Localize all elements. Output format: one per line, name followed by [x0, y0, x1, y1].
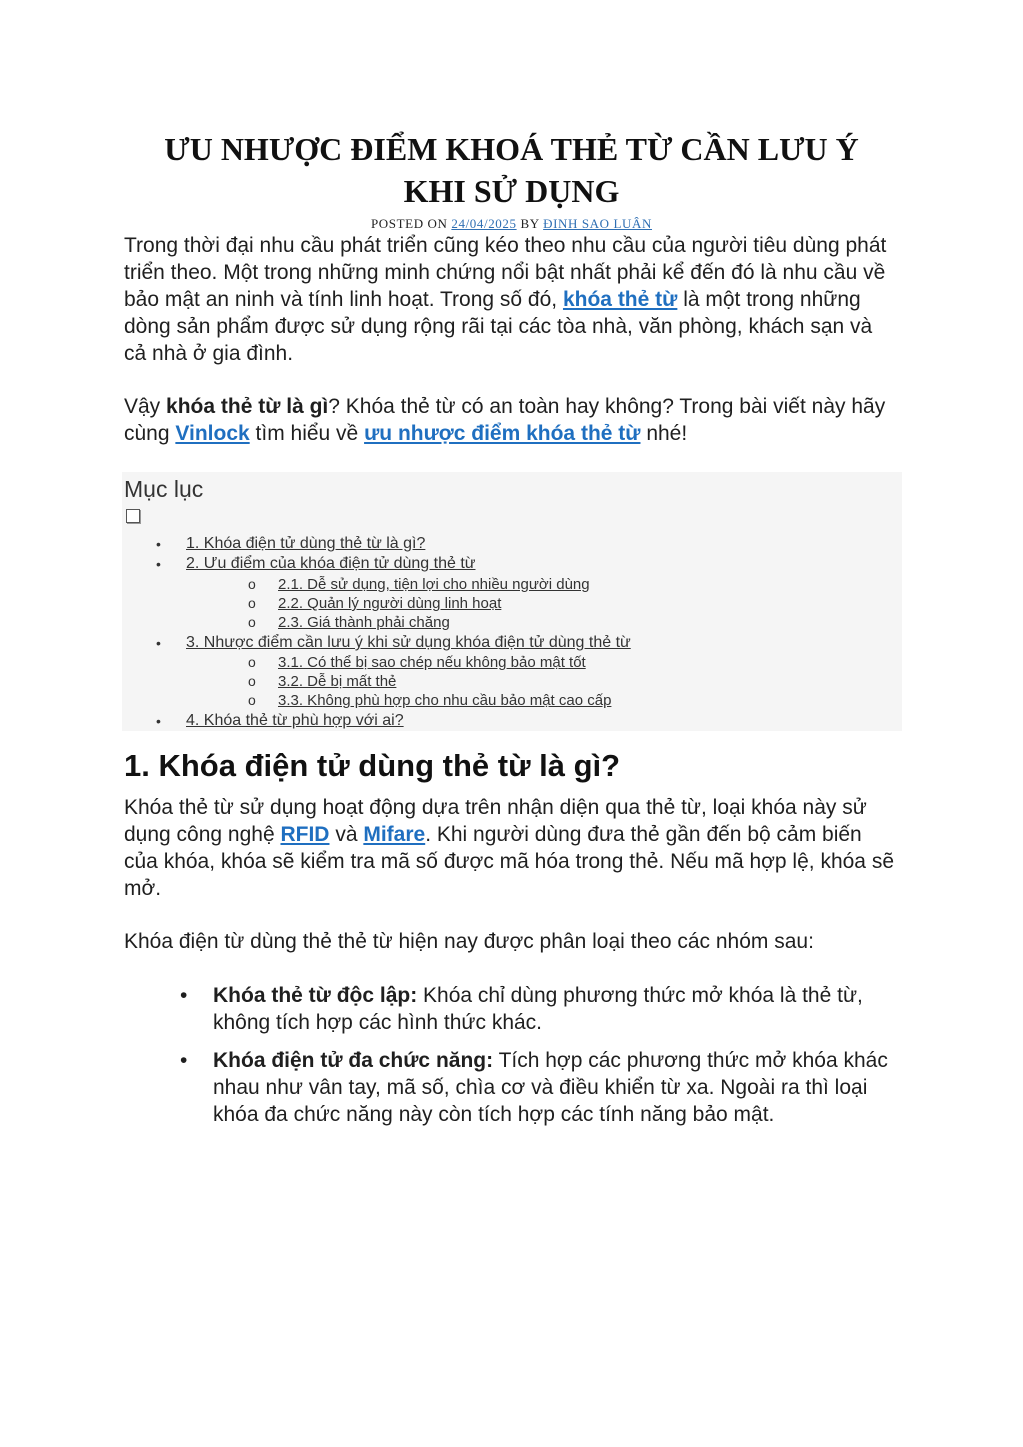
posted-on-label: POSTED ON: [370, 216, 448, 231]
author-link[interactable]: ĐINH SAO LUÂN: [543, 216, 653, 231]
toc-item[interactable]: [156, 634, 631, 652]
circle-bullet-icon: o: [248, 595, 256, 611]
toc-subitem[interactable]: [248, 673, 397, 690]
section-1-heading: 1. Khóa điện tử dùng thẻ từ là gì?: [124, 748, 621, 783]
toc-item[interactable]: [156, 712, 404, 730]
toc-title: Mục lục: [124, 476, 204, 502]
intro-p2-mid: ? Khóa thẻ từ có an toàn hay không? Trong bài viết này hãy cùng: [124, 395, 886, 445]
s1-p1-before: Khóa thẻ từ sử dụng hoạt động dựa trên nhận diện qua thẻ từ, loại khóa này sử dụng công nghệ: [124, 796, 867, 846]
bullet-icon: •: [156, 556, 161, 572]
list-item-text: Khóa chỉ dùng phương thức mở khóa là thẻ từ, không tích hợp các hình thức khác.: [213, 984, 863, 1034]
toc-link[interactable]: 3.2. Dễ bị mất thẻ: [278, 673, 397, 690]
mifare-link[interactable]: Mifare: [363, 823, 426, 846]
toc-link[interactable]: 2.1. Dễ sử dụng, tiện lợi cho nhiều người dùng: [278, 576, 590, 593]
toc-link[interactable]: 1. Khóa điện tử dùng thẻ từ là gì?: [186, 535, 426, 552]
s1-p1-mid: và: [329, 823, 364, 846]
toc-link[interactable]: 3. Nhược điểm cần lưu ý khi sử dụng khóa điện tử dùng thẻ từ: [186, 634, 631, 651]
uu-nhuoc-diem-link[interactable]: ưu nhược điểm khóa thẻ từ: [364, 422, 641, 445]
toc-subitem[interactable]: [248, 576, 590, 593]
toc-link[interactable]: 2. Ưu điểm của khóa điện tử dùng thẻ từ: [186, 555, 476, 572]
bullet-icon: •: [180, 984, 188, 1007]
list-item-bold: Khóa thẻ từ độc lập:: [213, 984, 418, 1007]
circle-bullet-icon: o: [248, 673, 256, 689]
bullet-icon: •: [156, 635, 161, 651]
article-title: [110, 128, 913, 212]
toc-link[interactable]: 2.3. Giá thành phải chăng: [278, 614, 450, 631]
toc-subitem[interactable]: [248, 595, 502, 612]
intro-p1-text-after: là một trong những dòng sản phẩm được sử dụng rộng rãi tại các tòa nhà, văn phòng, khách sạn và cả nhà ở gia đình.: [124, 288, 873, 365]
rfid-link[interactable]: RFID: [280, 823, 330, 846]
intro-p2-end: nhé!: [640, 422, 688, 445]
post-date-link[interactable]: 24/04/2025: [451, 216, 517, 231]
toc-link[interactable]: 2.2. Quản lý người dùng linh hoạt: [278, 595, 502, 612]
by-label: BY: [520, 216, 540, 231]
title-line-2: KHI SỬ DỤNG: [403, 173, 620, 209]
circle-bullet-icon: o: [248, 614, 256, 630]
bullet-icon: •: [156, 536, 161, 552]
toc-link[interactable]: 4. Khóa thẻ từ phù hợp với ai?: [186, 712, 404, 729]
khoa-the-tu-link[interactable]: khóa thẻ từ: [562, 288, 678, 311]
section-1-paragraph-1: [124, 794, 899, 902]
bullet-icon: •: [180, 1049, 188, 1072]
toc-subitem[interactable]: [248, 654, 586, 671]
intro-p2-start: Vậy: [124, 395, 167, 418]
toc-item[interactable]: [156, 535, 426, 553]
intro-p2-bold: khóa thẻ từ là gì: [166, 395, 329, 418]
list-item-bold: Khóa điện tử đa chức năng:: [213, 1049, 494, 1072]
toc-subitem[interactable]: [248, 614, 450, 631]
list-item: [180, 982, 903, 1036]
intro-paragraph-1: [124, 232, 899, 367]
intro-p2-mid2: tìm hiểu về: [249, 422, 365, 445]
section-1-paragraph-2: Khóa điện từ dùng thẻ thẻ từ hiện nay được phân loại theo các nhóm sau:: [124, 930, 814, 953]
bullet-icon: •: [156, 713, 161, 729]
list-item-text: Tích hợp các phương thức mở khóa khác nhau như vân tay, mã số, chìa cơ và điều khiển từ xa. Ngoài ra thì loại khóa đa chức năng này còn tích hợp các tính năng bảo mật.: [213, 1049, 888, 1126]
circle-bullet-icon: o: [248, 576, 256, 592]
intro-p1-text-before: Trong thời đại nhu cầu phát triển cũng kéo theo nhu cầu của người tiêu dùng phát triển theo. Một trong những minh chứng nổi bật nhất phải kể đến đó là nhu cầu về bảo mật an ninh và tính linh hoạt. Trong số đó,: [124, 234, 887, 311]
toc-link[interactable]: 3.3. Không phù hợp cho nhu cầu bảo mật cao cấp: [278, 692, 612, 709]
circle-bullet-icon: o: [248, 654, 256, 670]
toc-toggle-checkbox[interactable]: [126, 509, 140, 523]
toc-subitem[interactable]: [248, 692, 612, 709]
table-of-contents: [122, 472, 902, 731]
circle-bullet-icon: o: [248, 692, 256, 708]
title-line-1: ƯU NHƯỢC ĐIỂM KHOÁ THẺ TỪ CẦN LƯU Ý: [164, 131, 859, 167]
vinlock-link[interactable]: Vinlock: [175, 422, 250, 445]
toc-item[interactable]: [156, 555, 476, 573]
toc-link[interactable]: 3.1. Có thể bị sao chép nếu không bảo mật tốt: [278, 654, 586, 671]
post-meta: [0, 216, 1023, 232]
list-item: [180, 1047, 903, 1128]
s1-p1-after: . Khi người dùng đưa thẻ gần đến bộ cảm biến của khóa, khóa sẽ kiểm tra mã số được mã hóa trong thẻ. Nếu mã hợp lệ, khóa sẽ mở.: [124, 823, 894, 900]
intro-paragraph-2: [124, 393, 899, 447]
